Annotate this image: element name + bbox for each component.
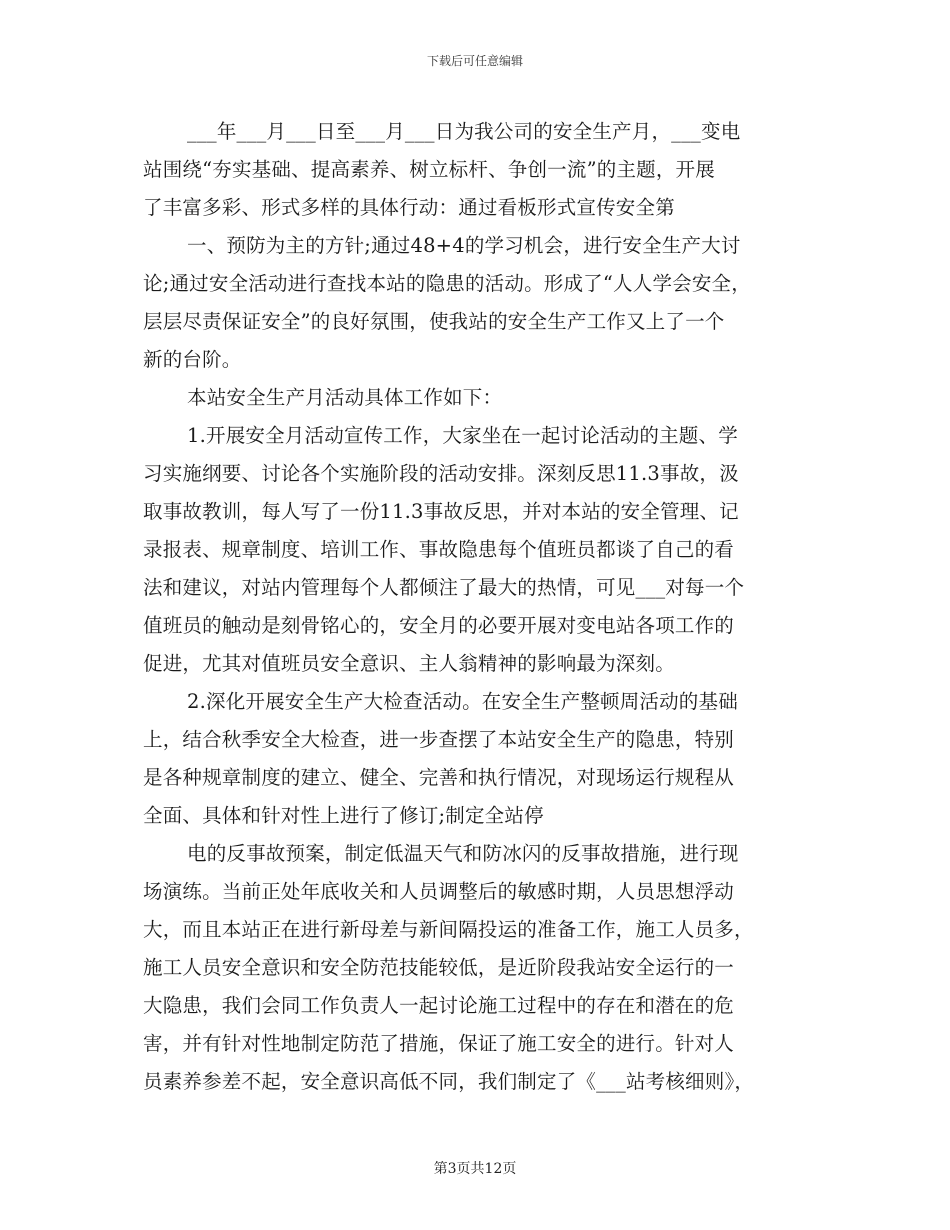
text-line: 一、预防为主的方针;通过48+4的学习机会，进行安全生产大讨 (187, 234, 741, 257)
text-line: 大隐患，我们会同工作负责人一起讨论施工过程中的存在和潜在的危 (143, 994, 735, 1017)
text-line: 值班员的触动是刻骨铭心的，安全月的必要开展对变电站各项工作的 (143, 614, 735, 637)
text-line: 站围绕“夯实基础、提高素养、树立标杆、争创一流”的主题，开展 (143, 158, 715, 181)
text-line: 法和建议，对站内管理每个人都倾注了最大的热情，可见___对每一个 (143, 576, 745, 599)
text-line: 电的反事故预案，制定低温天气和防冰闪的反事故措施，进行现 (187, 842, 739, 865)
text-line: 层层尽责保证安全”的良好氛围，使我站的安全生产工作又上了一个 (143, 310, 725, 333)
page-footer: 第3页共12页 (433, 1161, 517, 1177)
text-line: 全面、具体和针对性上进行了修订;制定全站停 (143, 804, 544, 827)
document-body (143, 113, 815, 1101)
text-line: 是各种规章制度的建立、健全、完善和执行情况，对现场运行规程从 (143, 766, 735, 789)
text-line: 了丰富多彩、形式多样的具体行动：通过看板形式宣传安全第 (143, 196, 675, 219)
text-line: ___年___月___日至___月___日为我公司的安全生产月，___变电 (187, 120, 741, 143)
text-line: 取事故教训，每人写了一份11.3事故反思，并对本站的安全管理、记 (143, 500, 739, 523)
text-line: 大，而且本站正在进行新母差与新间隔投运的准备工作，施工人员多， (143, 918, 754, 941)
text-line: 2.深化开展安全生产大检查活动。在安全生产整顿周活动的基础 (187, 690, 738, 713)
text-line: 害，并有针对性地制定防范了措施，保证了施工安全的进行。针对人 (143, 1032, 735, 1055)
text-line: 场演练。当前正处年底收关和人员调整后的敏感时期，人员思想浮动 (143, 880, 735, 903)
text-line: 论;通过安全活动进行查找本站的隐患的活动。形成了“人人学会安全， (143, 272, 751, 295)
text-line: 新的台阶。 (143, 348, 242, 371)
text-line: 促进，尤其对值班员安全意识、主人翁精神的影响最为深刻。 (143, 652, 675, 675)
text-line: 录报表、规章制度、培训工作、事故隐患每个值班员都谈了自己的看 (143, 538, 735, 561)
text-line: 上，结合秋季安全大检查，进一步查摆了本站安全生产的隐患，特别 (143, 728, 735, 751)
text-line: 施工人员安全意识和安全防范技能较低，是近阶段我站安全运行的一 (143, 956, 735, 979)
page-header: 下载后可任意编辑 (426, 54, 523, 68)
text-line: 本站安全生产月活动具体工作如下： (187, 386, 503, 409)
text-line: 习实施纲要、讨论各个实施阶段的活动安排。深刻反思11.3事故，汲 (143, 462, 739, 485)
text-line: 员素养参差不起，安全意识高低不同，我们制定了《___站考核细则》， (143, 1070, 755, 1093)
text-line: 1.开展安全月活动宣传工作，大家坐在一起讨论活动的主题、学 (187, 424, 738, 447)
